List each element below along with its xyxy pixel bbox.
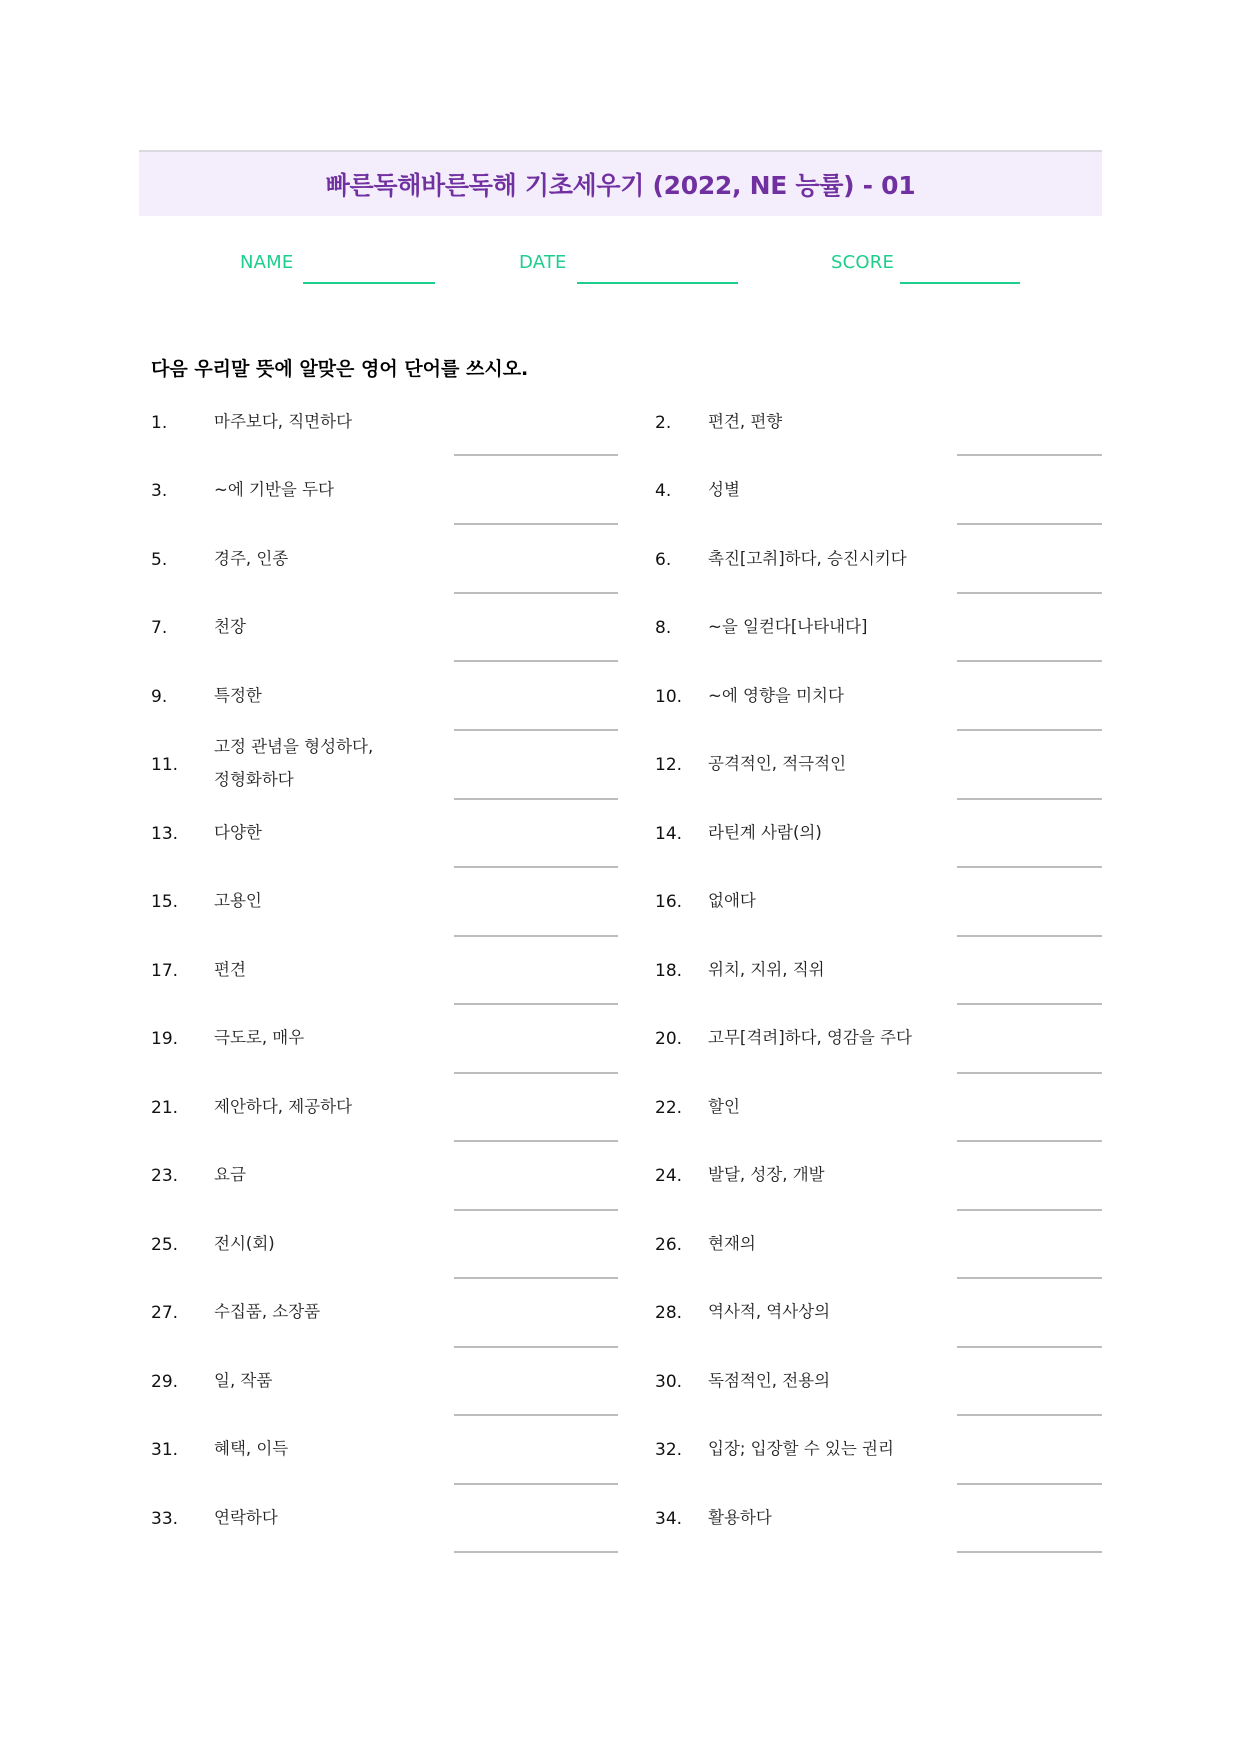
- item-meaning: 요금: [214, 1165, 246, 1184]
- item-meaning: ~에 영향을 미치다: [708, 686, 844, 705]
- item-number: 32.: [655, 1440, 683, 1460]
- item-meaning: 극도로, 매우: [214, 1028, 305, 1047]
- answer-line[interactable]: [454, 454, 618, 456]
- answer-line[interactable]: [957, 1346, 1102, 1348]
- answer-line[interactable]: [454, 1414, 618, 1416]
- item-number: 16.: [655, 892, 683, 912]
- item-number: 7.: [151, 618, 168, 638]
- answer-line[interactable]: [454, 592, 618, 594]
- item-meaning: 고무[격려]하다, 영감을 주다: [708, 1028, 912, 1047]
- answer-line[interactable]: [454, 1483, 618, 1485]
- date-field-line[interactable]: [577, 282, 738, 284]
- item-number: 27.: [151, 1303, 179, 1323]
- item-number: 3.: [151, 481, 168, 501]
- item-number: 33.: [151, 1509, 179, 1529]
- name-label: NAME: [240, 252, 294, 273]
- item-meaning: 경주, 인종: [214, 549, 289, 568]
- item-number: 8.: [655, 618, 672, 638]
- item-meaning: 특정한: [214, 686, 262, 705]
- answer-line[interactable]: [454, 1072, 618, 1074]
- answer-line[interactable]: [957, 866, 1102, 868]
- item-number: 34.: [655, 1509, 683, 1529]
- answer-line[interactable]: [454, 866, 618, 868]
- item-meaning: 천장: [214, 617, 246, 636]
- score-label: SCORE: [831, 252, 895, 273]
- answer-line[interactable]: [454, 1277, 618, 1279]
- item-meaning: 다양한: [214, 823, 262, 842]
- answer-line[interactable]: [454, 1551, 618, 1553]
- item-number: 19.: [151, 1029, 179, 1049]
- answer-line[interactable]: [454, 1209, 618, 1211]
- answer-line[interactable]: [454, 1140, 618, 1142]
- item-meaning: 발달, 성장, 개발: [708, 1165, 825, 1184]
- item-meaning: 편견: [214, 960, 246, 979]
- item-meaning: ~에 기반을 두다: [214, 480, 334, 499]
- answer-line[interactable]: [957, 1072, 1102, 1074]
- item-number: 24.: [655, 1166, 683, 1186]
- answer-line[interactable]: [957, 1209, 1102, 1211]
- answer-line[interactable]: [454, 523, 618, 525]
- answer-line[interactable]: [957, 935, 1102, 937]
- answer-line[interactable]: [454, 1346, 618, 1348]
- answer-line[interactable]: [957, 660, 1102, 662]
- item-meaning: 독점적인, 전용의: [708, 1371, 831, 1390]
- item-number: 29.: [151, 1372, 179, 1392]
- date-label: DATE: [519, 252, 567, 273]
- item-number: 31.: [151, 1440, 179, 1460]
- item-meaning: 수집품, 소장품: [214, 1302, 321, 1321]
- worksheet-title-band: [139, 150, 1102, 216]
- item-number: 15.: [151, 892, 179, 912]
- item-number: 22.: [655, 1098, 683, 1118]
- item-number: 30.: [655, 1372, 683, 1392]
- item-meaning: 고정 관념을 형성하다,: [214, 737, 374, 756]
- answer-line[interactable]: [957, 1277, 1102, 1279]
- item-meaning: 마주보다, 직면하다: [214, 412, 353, 431]
- item-number: 21.: [151, 1098, 179, 1118]
- item-meaning: 전시(회): [214, 1234, 275, 1253]
- name-field-line[interactable]: [303, 282, 435, 284]
- item-meaning: 혜택, 이득: [214, 1439, 289, 1458]
- item-number: 2.: [655, 413, 672, 433]
- item-number: 26.: [655, 1235, 683, 1255]
- answer-line[interactable]: [957, 798, 1102, 800]
- answer-line[interactable]: [957, 592, 1102, 594]
- item-number: 1.: [151, 413, 168, 433]
- item-number: 14.: [655, 824, 683, 844]
- item-meaning: 제안하다, 제공하다: [214, 1097, 353, 1116]
- item-meaning: 역사적, 역사상의: [708, 1302, 831, 1321]
- item-meaning: 라틴계 사람(의): [708, 823, 822, 842]
- item-number: 25.: [151, 1235, 179, 1255]
- item-number: 12.: [655, 755, 683, 775]
- item-meaning: 활용하다: [708, 1508, 772, 1527]
- item-number: 10.: [655, 687, 683, 707]
- item-number: 18.: [655, 961, 683, 981]
- answer-line[interactable]: [957, 729, 1102, 731]
- item-meaning: ~을 일컫다[나타내다]: [708, 617, 868, 636]
- item-number: 20.: [655, 1029, 683, 1049]
- item-number: 5.: [151, 550, 168, 570]
- answer-line[interactable]: [454, 729, 618, 731]
- item-number: 4.: [655, 481, 672, 501]
- item-meaning: 일, 작품: [214, 1371, 273, 1390]
- answer-line[interactable]: [957, 1414, 1102, 1416]
- item-meaning: 촉진[고취]하다, 승진시키다: [708, 549, 907, 568]
- item-meaning: 할인: [708, 1097, 740, 1116]
- item-meaning: 성별: [708, 480, 740, 499]
- answer-line[interactable]: [454, 1003, 618, 1005]
- score-field-line[interactable]: [900, 282, 1020, 284]
- answer-line[interactable]: [454, 798, 618, 800]
- item-meaning: 위치, 지위, 직위: [708, 960, 825, 979]
- item-meaning: 입장; 입장할 수 있는 권리: [708, 1439, 894, 1458]
- item-number: 28.: [655, 1303, 683, 1323]
- item-meaning: 편견, 편향: [708, 412, 783, 431]
- item-meaning: 연락하다: [214, 1508, 278, 1527]
- item-meaning: 없애다: [708, 891, 756, 910]
- item-number: 11.: [151, 755, 179, 775]
- answer-line[interactable]: [957, 1551, 1102, 1553]
- item-number: 17.: [151, 961, 179, 981]
- answer-line[interactable]: [957, 454, 1102, 456]
- answer-line[interactable]: [957, 1140, 1102, 1142]
- answer-line[interactable]: [957, 1003, 1102, 1005]
- item-number: 13.: [151, 824, 179, 844]
- item-number: 9.: [151, 687, 168, 707]
- item-number: 23.: [151, 1166, 179, 1186]
- item-meaning: 현재의: [708, 1234, 756, 1253]
- item-number: 6.: [655, 550, 672, 570]
- item-meaning: 고용인: [214, 891, 262, 910]
- answer-line[interactable]: [957, 1483, 1102, 1485]
- answer-line[interactable]: [957, 523, 1102, 525]
- item-meaning-line2: 정형화하다: [214, 770, 294, 789]
- answer-line[interactable]: [454, 660, 618, 662]
- worksheet-title: 빠른독해바른독해 기초세우기 (2022, NE 능률) - 01: [325, 171, 916, 200]
- answer-line[interactable]: [454, 935, 618, 937]
- instruction-text: 다음 우리말 뜻에 알맞은 영어 단어를 쓰시오.: [151, 358, 529, 380]
- item-meaning: 공격적인, 적극적인: [708, 754, 847, 773]
